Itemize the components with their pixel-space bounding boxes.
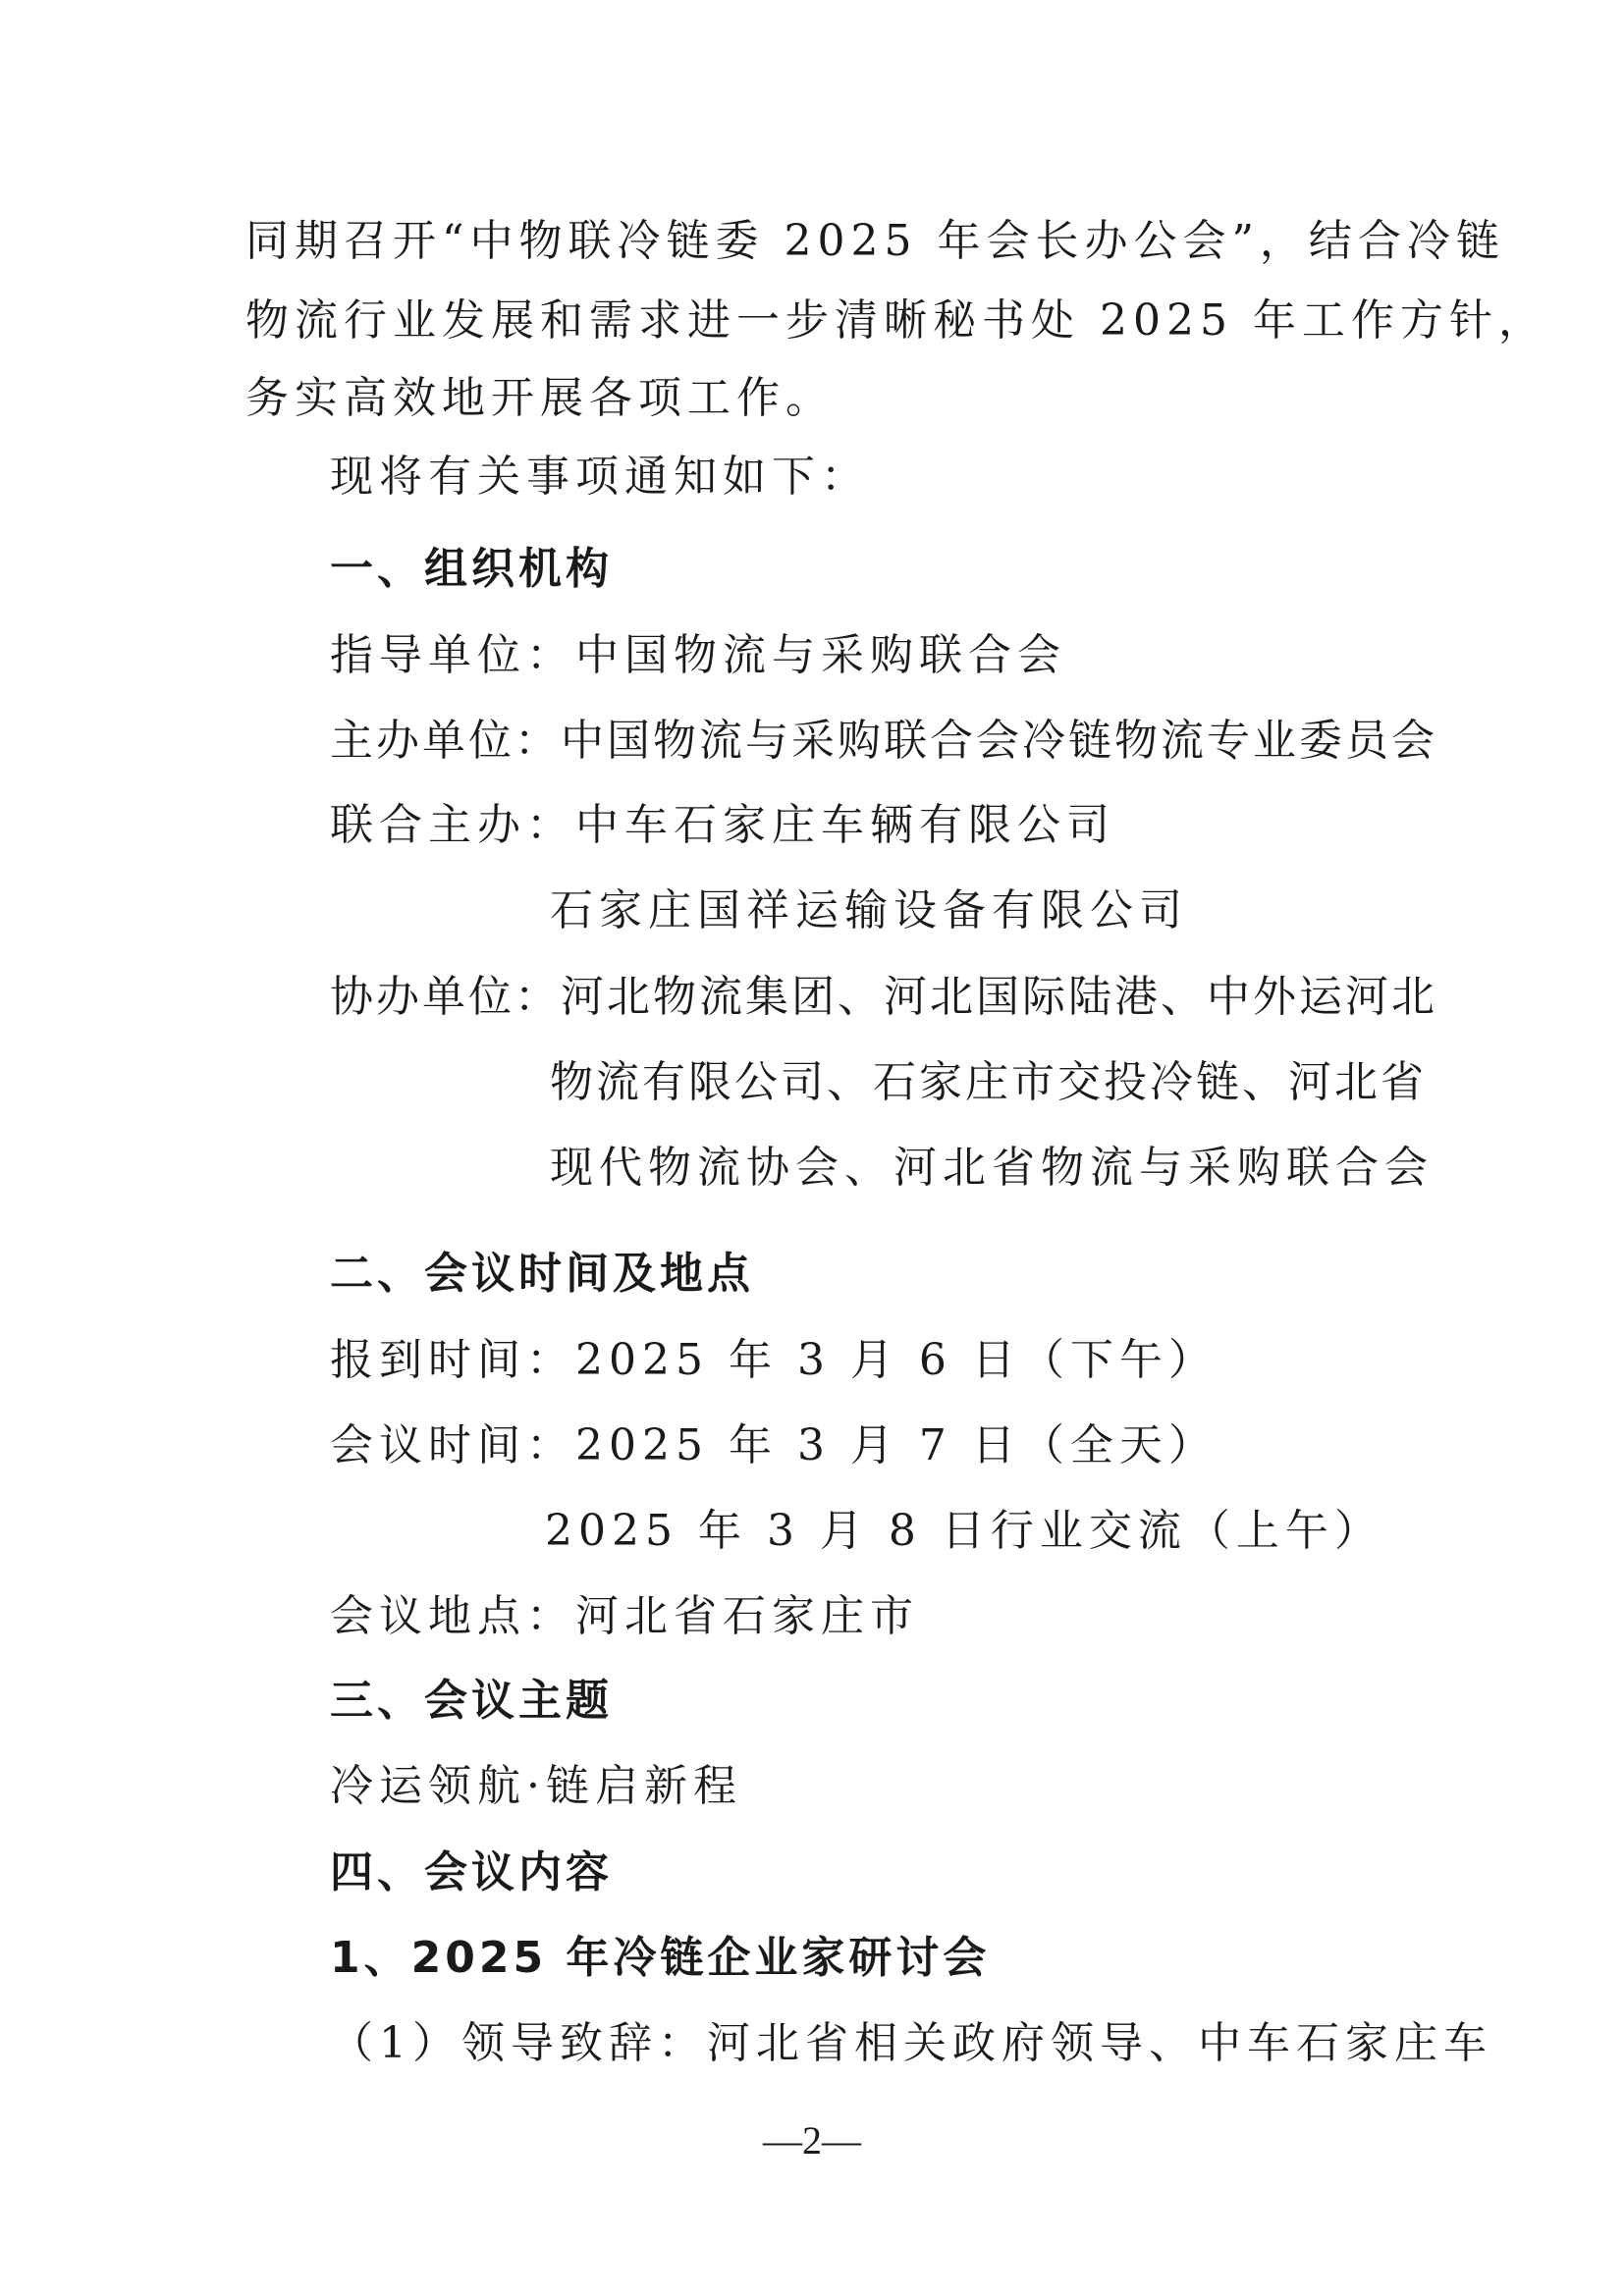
guide-unit-line: 指导单位：中国物流与采购联合会 [330, 630, 1066, 680]
section-heading-content: 四、会议内容 [330, 1847, 613, 1897]
register-time-line: 报到时间：2025 年 3 月 6 日（下午） [330, 1335, 1218, 1385]
subsection-heading-seminar: 1、2025 年冷链企业家研讨会 [330, 1933, 991, 1983]
content-item-1-line: （1）领导致辞：河北省相关政府领导、中车石家庄车 [330, 2018, 1492, 2068]
notice-paragraph: 现将有关事项通知如下： [330, 452, 870, 502]
intro-paragraph-line-1: 同期召开“中物联冷链委 2025 年会长办公会”，结合冷链 [245, 216, 1505, 266]
assist-unit-line-3: 现代物流协会、河北省物流与采购联合会 [550, 1143, 1434, 1193]
meeting-theme-line: 冷运领航·链启新程 [330, 1761, 742, 1811]
co-host-line-1: 联合主办：中车石家庄车辆有限公司 [330, 800, 1115, 850]
meeting-time-line-2: 2025 年 3 月 8 日行业交流（上午） [545, 1506, 1383, 1556]
meeting-location-line: 会议地点：河北省石家庄市 [330, 1591, 919, 1641]
section-heading-time-place: 二、会议时间及地点 [330, 1249, 754, 1299]
intro-paragraph-line-3: 务实高效地开展各项工作。 [245, 373, 835, 423]
assist-unit-line-1: 协办单位：河北物流集团、河北国际陆港、中外运河北 [330, 972, 1437, 1022]
intro-paragraph-line-2: 物流行业发展和需求进一步清晰秘书处 2025 年工作方针， [245, 295, 1547, 346]
co-host-line-2: 石家庄国祥运输设备有限公司 [550, 885, 1188, 935]
meeting-time-line-1: 会议时间：2025 年 3 月 7 日（全天） [330, 1420, 1218, 1470]
assist-unit-line-2: 物流有限公司、石家庄市交投冷链、河北省 [550, 1057, 1427, 1107]
host-unit-line: 主办单位：中国物流与采购联合会冷链物流专业委员会 [330, 716, 1437, 766]
section-heading-theme: 三、会议主题 [330, 1676, 613, 1726]
page-number: —2— [763, 2118, 861, 2163]
section-heading-organization: 一、组织机构 [330, 544, 613, 594]
